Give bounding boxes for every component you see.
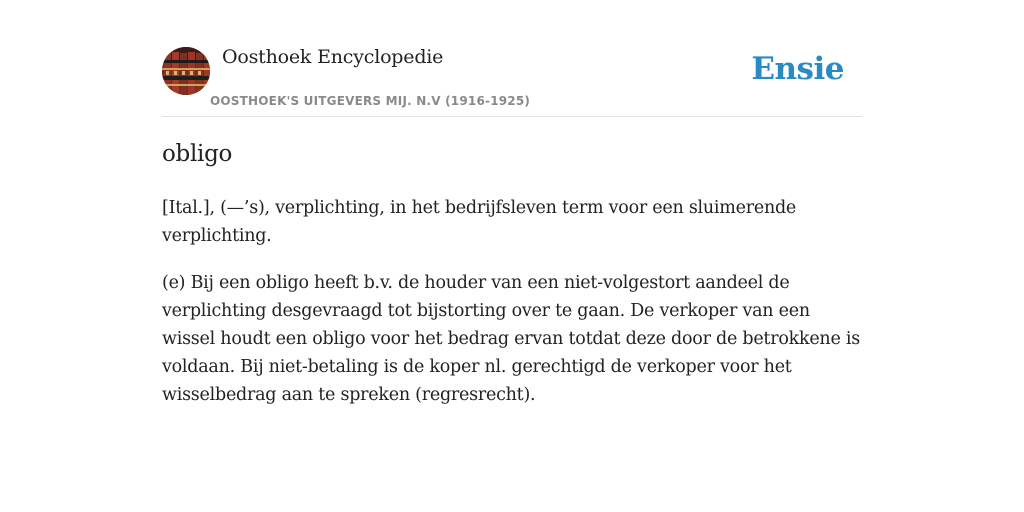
entry-title: obligo (162, 141, 233, 167)
book-spines-icon (162, 47, 210, 95)
site-title[interactable]: Oosthoek Encyclopedie (222, 46, 444, 68)
site-header (162, 44, 862, 117)
entry-paragraph: (e) Bij een obligo heeft b.v. de houder van een niet-volgestort aandeel de verplichting desgevraagd tot bijstorting over te gaan. De verkoper van een wissel houdt een obligo voor het bedrag ervan totdat deze door de betrokkene is voldaan. Bij niet-betaling is de koper nl. gerechtigd de verkoper voor het wisselbedrag aan te spreken (regresrecht). (162, 273, 860, 405)
publisher-name: OOSTHOEK'S UITGEVERS MIJ. N.V (1916-1925) (210, 94, 531, 108)
avatar[interactable] (162, 47, 210, 95)
brand-logo[interactable]: Ensie (751, 51, 844, 87)
entry-paragraph: [Ital.], (—’s), verplichting, in het bedrijfsleven term voor een sluimerende verplichting. (162, 198, 797, 246)
entry-content (162, 136, 862, 428)
